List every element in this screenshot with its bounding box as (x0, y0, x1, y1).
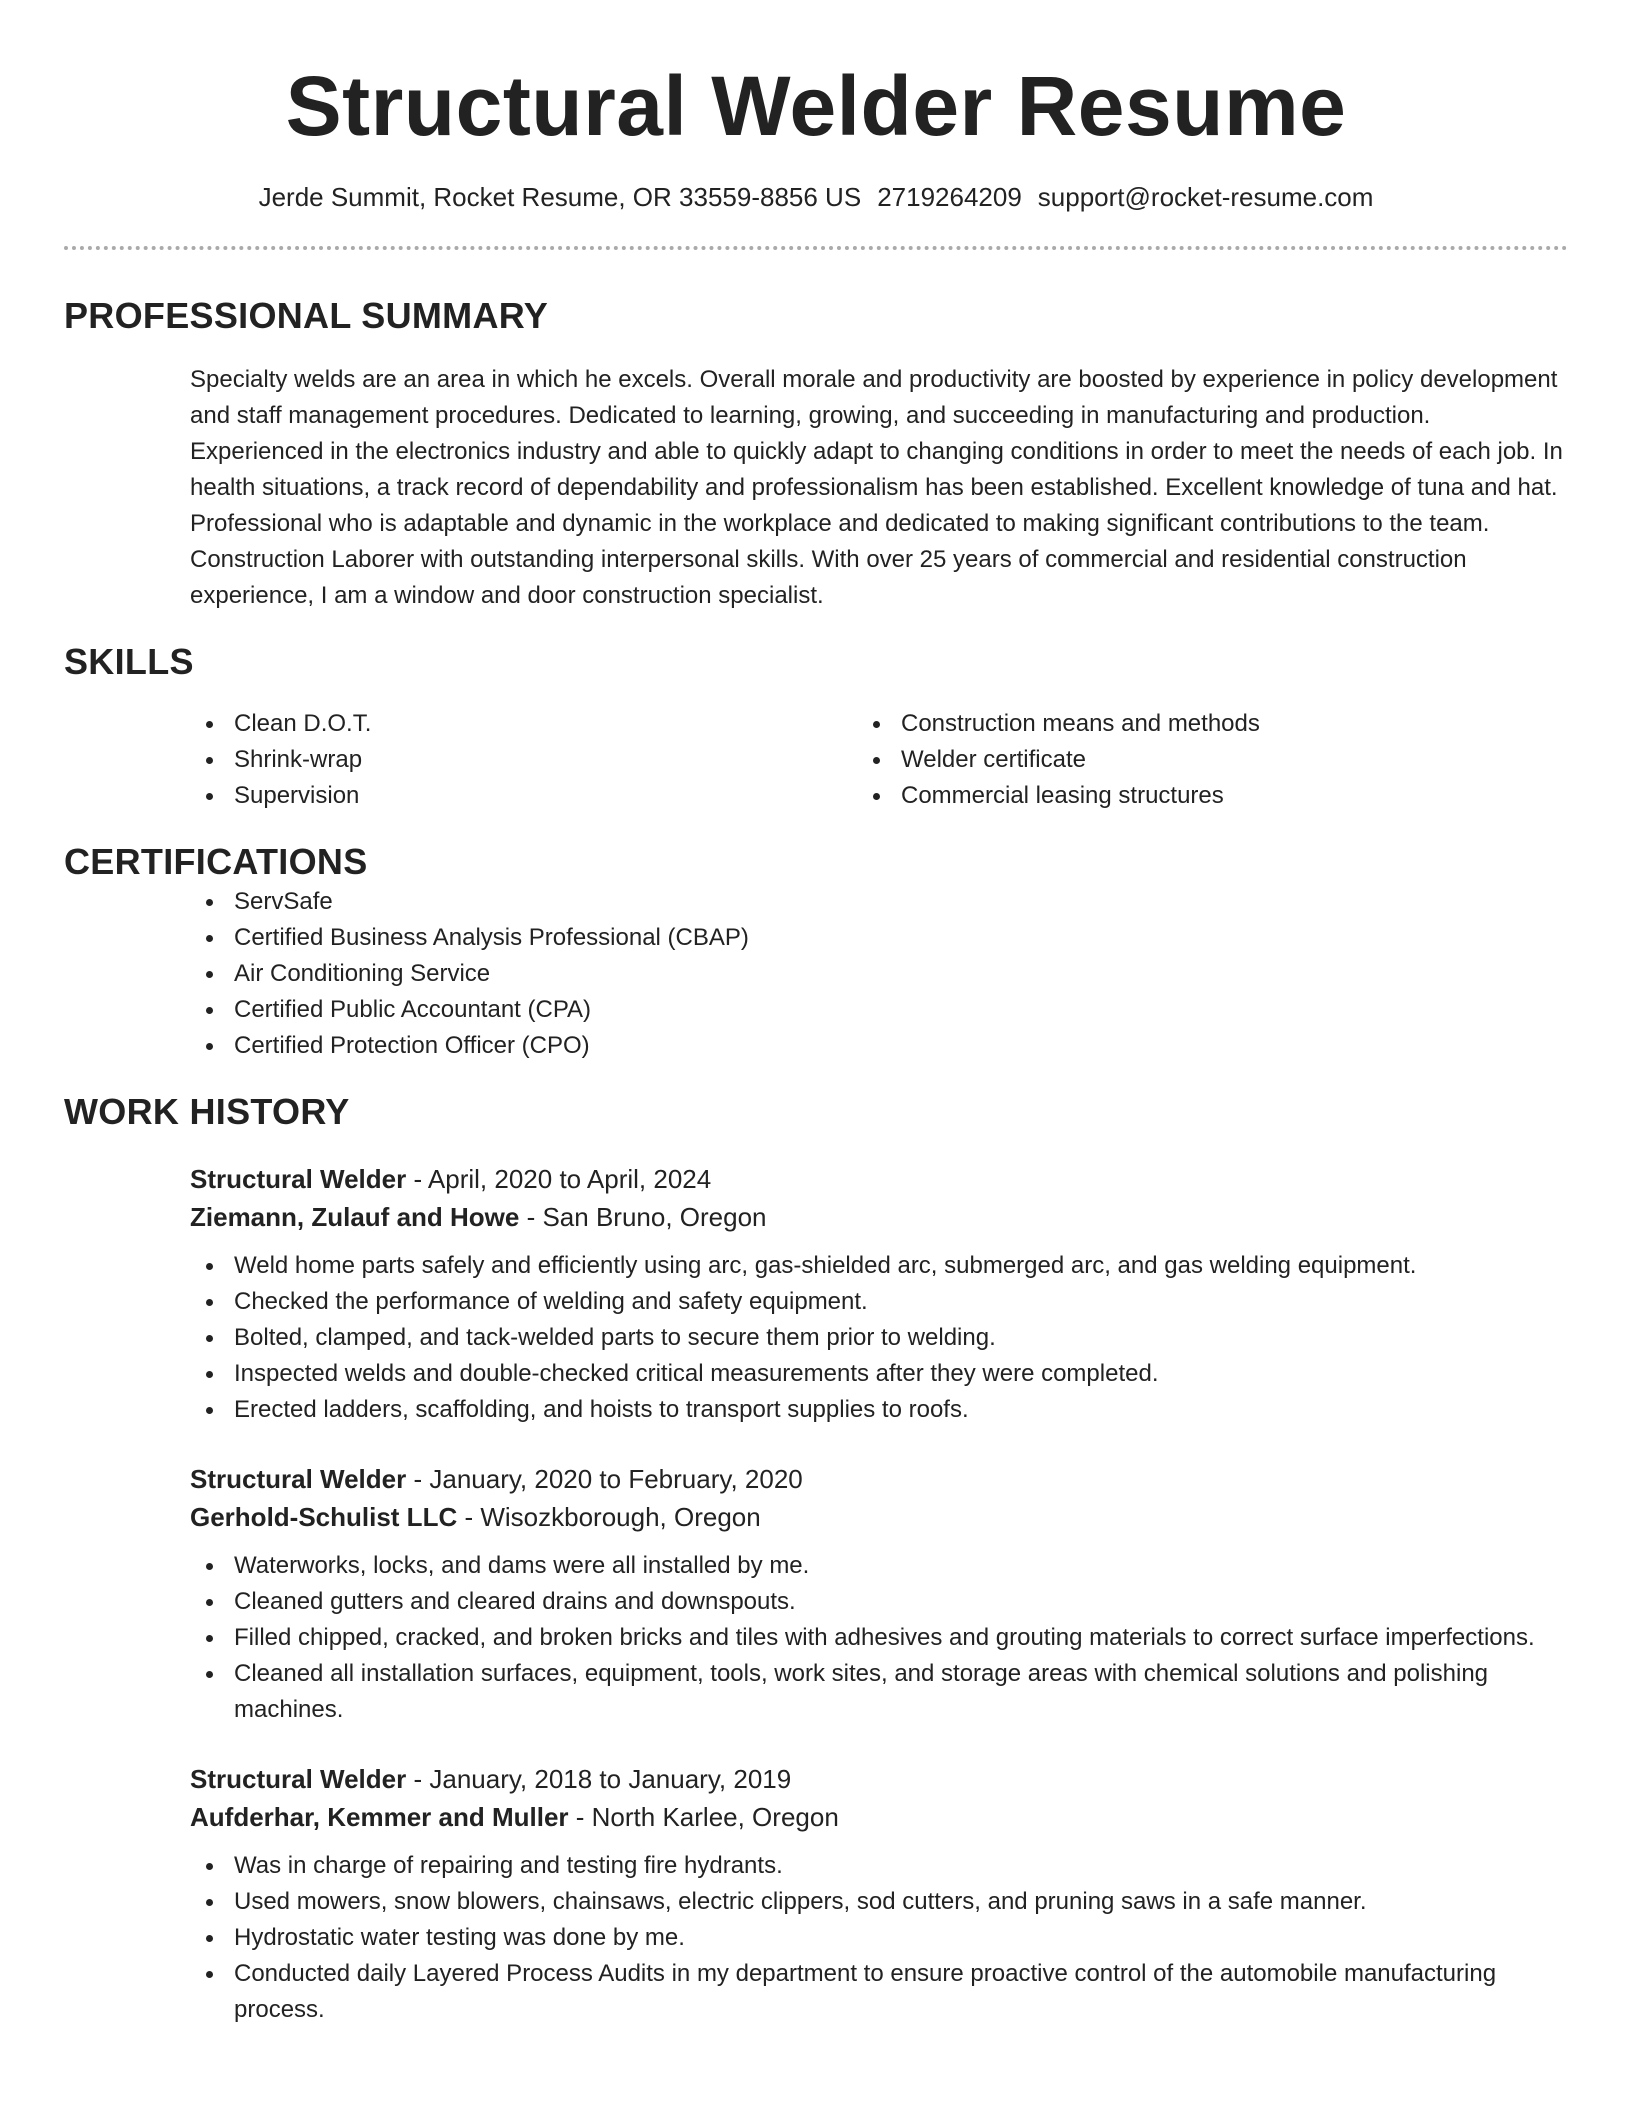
skills-column-right (901, 706, 1568, 814)
job-duty-item: Filled chipped, cracked, and broken bricks and tiles with adhesives and grouting materials to correct surface imperfections. (234, 1620, 1568, 1656)
job-location: - North Karlee, Oregon (568, 1802, 839, 1832)
job-duty-item: Cleaned gutters and cleared drains and downspouts. (234, 1584, 1568, 1620)
job-dates: - January, 2020 to February, 2020 (406, 1464, 803, 1494)
skills-list (64, 706, 1568, 814)
job-entry (190, 1460, 1568, 1728)
skill-item: Welder certificate (901, 742, 1568, 778)
header-divider (64, 246, 1568, 250)
contact-line (64, 180, 1568, 214)
certification-item: Air Conditioning Service (234, 956, 1568, 992)
job-title: Structural Welder (190, 1764, 407, 1794)
job-title-line (190, 1160, 1568, 1198)
job-duty-item: Weld home parts safely and efficiently using arc, gas-shielded arc, submerged arc, and gas welding equipment. (234, 1248, 1568, 1284)
job-duty-item: Hydrostatic water testing was done by me. (234, 1920, 1568, 1956)
job-duty-item: Cleaned all installation surfaces, equipment, tools, work sites, and storage areas with chemical solutions and polishing machines. (234, 1656, 1568, 1728)
summary-heading: PROFESSIONAL SUMMARY (64, 295, 549, 336)
job-duties (190, 1548, 1568, 1728)
work-history-heading: WORK HISTORY (64, 1091, 350, 1132)
job-company: Ziemann, Zulauf and Howe (190, 1202, 520, 1232)
summary-text: Specialty welds are an area in which he excels. Overall morale and productivity are boosted by experience in policy development and staff management procedures. Dedicated to learning, growing, and succeeding in manufacturing and production. Experienced in the electronics industry and able to quickly adapt to changing conditions in order to meet the needs of each job. In health situations, a track record of dependability and professionalism has been established. Excellent knowledge of tuna and hat. Professional who is adaptable and dynamic in the workplace and dedicated to making significant contributions to the team. Construction Laborer with outstanding interpersonal skills. With over 25 years of commercial and residential construction experience, I am a window and door construction specialist. (190, 366, 1563, 609)
skill-item: Commercial leasing structures (901, 778, 1568, 814)
skill-item: Shrink-wrap (234, 742, 901, 778)
skills-column-left (64, 706, 901, 814)
job-company: Gerhold-Schulist LLC (190, 1502, 458, 1532)
certifications-heading: CERTIFICATIONS (64, 841, 368, 882)
skill-item: Supervision (234, 778, 901, 814)
job-duties (190, 1248, 1568, 1428)
certification-item: Certified Business Analysis Professional (CBAP) (234, 920, 1568, 956)
job-entry (190, 1760, 1568, 2028)
job-duty-item: Inspected welds and double-checked critical measurements after they were completed. (234, 1356, 1568, 1392)
job-duty-item: Checked the performance of welding and safety equipment. (234, 1284, 1568, 1320)
contact-phone: 2719264209 (877, 182, 1022, 212)
job-company-line (190, 1798, 1568, 1836)
job-location: - San Bruno, Oregon (519, 1202, 767, 1232)
job-company: Aufderhar, Kemmer and Muller (190, 1802, 569, 1832)
job-location: - Wisozkborough, Oregon (457, 1502, 761, 1532)
job-dates: - January, 2018 to January, 2019 (406, 1764, 792, 1794)
job-company-line (190, 1198, 1568, 1236)
job-duties (190, 1848, 1568, 2028)
job-duty-item: Erected ladders, scaffolding, and hoists to transport supplies to roofs. (234, 1392, 1568, 1428)
job-company-line (190, 1498, 1568, 1536)
certification-item: Certified Public Accountant (CPA) (234, 992, 1568, 1028)
certification-item: Certified Protection Officer (CPO) (234, 1028, 1568, 1064)
resume-page (64, 0, 1568, 2028)
job-duty-item: Waterworks, locks, and dams were all installed by me. (234, 1548, 1568, 1584)
job-duty-item: Bolted, clamped, and tack-welded parts to secure them prior to welding. (234, 1320, 1568, 1356)
job-title: Structural Welder (190, 1164, 407, 1194)
job-title: Structural Welder (190, 1464, 407, 1494)
certifications-list (64, 884, 1568, 1064)
certification-item: ServSafe (234, 884, 1568, 920)
job-duty-item: Used mowers, snow blowers, chainsaws, electric clippers, sod cutters, and pruning saws in a safe manner. (234, 1884, 1568, 1920)
skills-heading: SKILLS (64, 641, 194, 682)
skill-item: Clean D.O.T. (234, 706, 901, 742)
job-duty-item: Conducted daily Layered Process Audits in my department to ensure proactive control of the automobile manufacturing process. (234, 1956, 1568, 2028)
contact-address: Jerde Summit, Rocket Resume, OR 33559-8856 US (258, 182, 862, 212)
job-entry (190, 1160, 1568, 1428)
job-title-line (190, 1460, 1568, 1498)
job-duty-item: Was in charge of repairing and testing fire hydrants. (234, 1848, 1568, 1884)
skill-item: Construction means and methods (901, 706, 1568, 742)
resume-title: Structural Welder Resume (285, 59, 1347, 153)
job-dates: - April, 2020 to April, 2024 (406, 1164, 712, 1194)
contact-email: support@rocket-resume.com (1037, 182, 1374, 212)
job-title-line (190, 1760, 1568, 1798)
